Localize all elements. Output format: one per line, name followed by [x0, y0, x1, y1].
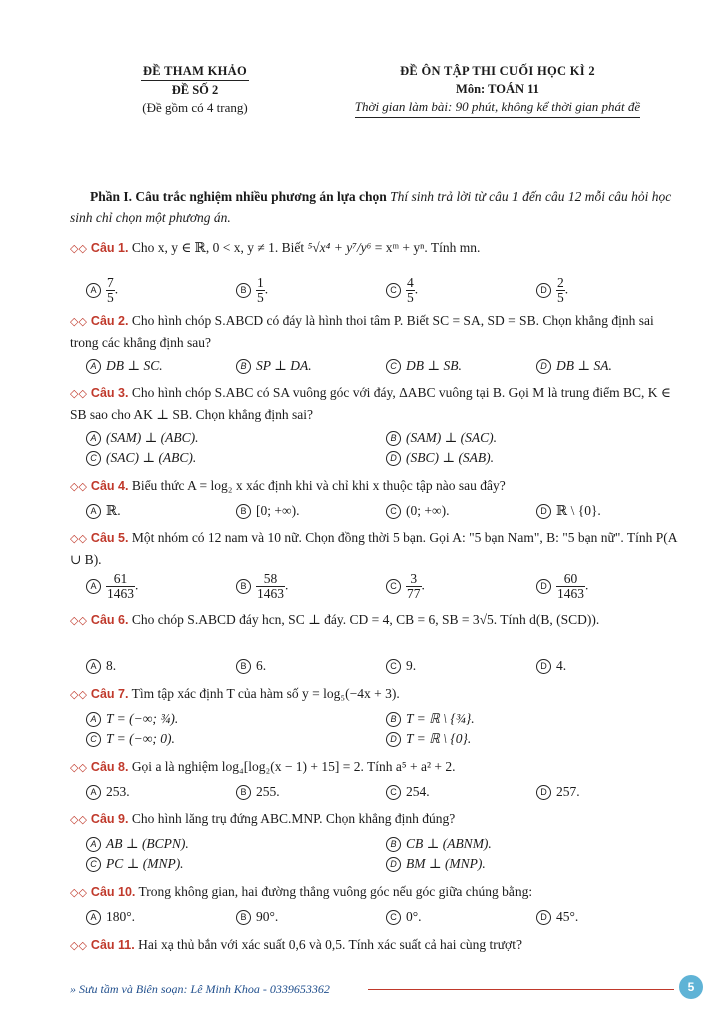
diamond-arrows-icon: ◇◇ [70, 886, 87, 899]
option-letter: D [536, 579, 551, 594]
option-text: T = (−∞; 0). [106, 731, 175, 746]
exam-time: Thời gian làm bài: 90 phút, không kể thời gian phát đề [355, 98, 640, 118]
question-text: Cho x, y ∈ ℝ, 0 < x, y ≠ 1. Biết [131, 240, 308, 255]
option-b[interactable] [386, 835, 492, 853]
option-text: [0; +∞). [256, 503, 300, 518]
option-fraction: $\frac{61}{1463}$ [107, 571, 134, 601]
question-text: Hai xạ thủ bắn với xác suất 0,6 và 0,5. Tính xác suất cả hai cùng trượt? [138, 937, 522, 952]
exam-subject: Môn: TOÁN 11 [456, 82, 539, 96]
option-letter: C [386, 579, 401, 594]
option-letter: C [386, 910, 401, 925]
option-letter: D [536, 785, 551, 800]
option-text: 257. [556, 784, 580, 799]
option-letter: B [386, 431, 401, 446]
section-instruction: Thí sinh trả lời từ câu 1 đến câu 12 mỗi câu hỏi học sinh chỉ chọn một phương án. [70, 189, 672, 225]
exam-type: ĐỀ THAM KHẢO [141, 62, 249, 81]
option-text: PC ⊥ (MNP). [106, 856, 184, 871]
option-letter: D [536, 659, 551, 674]
option-fraction: $\frac{7}{5}$ [107, 275, 114, 305]
option-text: 4. [556, 658, 567, 673]
option-d[interactable] [536, 783, 580, 801]
option-text: DB ⊥ SA. [556, 358, 612, 373]
option-c[interactable] [386, 657, 416, 675]
option-a[interactable] [86, 783, 130, 801]
question-1 [70, 237, 680, 259]
question-text: Cho hình chóp S.ABCD có đáy là hình thoi tâm P. Biết SC = SA, SD = SB. Chọn khẳng định sai trong các khẳng định sau? [70, 313, 654, 350]
option-c[interactable]: C $\frac{4}{5}$ . [386, 276, 418, 305]
option-letter: B [236, 910, 251, 925]
option-c[interactable]: C $\frac{3}{77}$ . [386, 572, 425, 601]
question-text: Cho chóp S.ABCD đáy hcn, SC ⊥ đáy. CD = 4, CB = 6, SB = 3√5. Tính d(B, (SCD)). [131, 612, 600, 627]
question-text: Tìm tập xác định T của hàm số y = log₅(−4x + 3). [131, 686, 400, 701]
option-b[interactable] [386, 429, 497, 447]
option-a[interactable] [86, 908, 135, 926]
diamond-arrows-icon: ◇◇ [70, 939, 87, 952]
option-d[interactable]: D $\frac{60}{1463}$ . [536, 572, 588, 601]
option-letter: B [236, 359, 251, 374]
option-letter: A [86, 283, 101, 298]
option-c[interactable] [86, 449, 196, 467]
option-text: (SAM) ⊥ (SAC). [406, 430, 498, 445]
option-d[interactable] [386, 449, 494, 467]
question-8 [70, 756, 680, 778]
option-text: 8. [106, 658, 117, 673]
option-letter: B [386, 837, 401, 852]
option-text: ℝ. [106, 503, 121, 518]
option-c[interactable] [386, 502, 449, 520]
option-letter: C [386, 359, 401, 374]
option-text: CB ⊥ (ABNM). [406, 836, 492, 851]
header-right [325, 62, 670, 118]
option-a[interactable]: A $\frac{7}{5}$ . [86, 276, 118, 305]
option-a[interactable] [86, 502, 121, 520]
option-b[interactable] [236, 657, 266, 675]
option-text: 45°. [556, 909, 579, 924]
question-label: Câu 7. [90, 687, 129, 701]
option-a[interactable] [86, 357, 163, 375]
option-letter: C [86, 857, 101, 872]
option-fraction: $\frac{4}{5}$ [407, 275, 414, 305]
option-letter: B [236, 785, 251, 800]
option-fraction: $\frac{1}{5}$ [257, 275, 264, 305]
question-9 [70, 808, 680, 830]
question-text: Cho hình lăng trụ đứng ABC.MNP. Chọn khẳng định đúng? [131, 811, 456, 826]
section-title: Phần I. Câu trắc nghiệm nhiều phương án lựa chọn [90, 189, 387, 204]
question-2 [70, 310, 680, 353]
option-text: (SAM) ⊥ (ABC). [106, 430, 199, 445]
option-c[interactable] [386, 783, 430, 801]
option-letter: A [86, 712, 101, 727]
option-d[interactable] [386, 730, 471, 748]
diamond-arrows-icon: ◇◇ [70, 813, 87, 826]
question-5 [70, 527, 680, 570]
option-letter: C [386, 785, 401, 800]
option-d[interactable] [536, 357, 612, 375]
option-text: (SAC) ⊥ (ABC). [106, 450, 197, 465]
question-text: Một nhóm có 12 nam và 10 nữ. Chọn đồng thời 5 bạn. Gọi A: "5 bạn Nam", B: "5 bạn nữ". Tính P(A ∪ B). [70, 530, 677, 567]
option-d[interactable] [536, 657, 566, 675]
section-intro [70, 186, 680, 228]
question-label: Câu 6. [90, 613, 129, 627]
diamond-arrows-icon: ◇◇ [70, 614, 87, 627]
option-text: T = (−∞; ¾). [106, 711, 179, 726]
question-4 [70, 475, 680, 497]
question-label: Câu 8. [90, 760, 129, 774]
option-fraction: $\frac{60}{1463}$ [557, 571, 584, 601]
header-left [120, 62, 270, 117]
question-7 [70, 683, 680, 705]
option-d[interactable] [536, 908, 578, 926]
question-text: Biểu thức A = log₂ x xác định khi và chỉ khi x thuộc tập nào sau đây? [131, 478, 506, 493]
option-letter: D [536, 910, 551, 925]
diamond-arrows-icon: ◇◇ [70, 315, 87, 328]
diamond-arrows-icon: ◇◇ [70, 761, 87, 774]
footer-credit: » Sưu tầm và Biên soạn: Lê Minh Khoa - 0339653362 [70, 982, 330, 996]
option-text: AB ⊥ (BCPN). [106, 836, 189, 851]
option-b[interactable] [236, 908, 278, 926]
diamond-arrows-icon: ◇◇ [70, 532, 87, 545]
option-letter: D [536, 504, 551, 519]
option-c[interactable] [386, 357, 462, 375]
option-d[interactable] [536, 502, 601, 520]
option-text: 253. [106, 784, 130, 799]
option-text: 254. [406, 784, 430, 799]
option-a[interactable] [86, 657, 116, 675]
option-a[interactable] [86, 429, 199, 447]
option-d[interactable] [386, 855, 486, 873]
option-text: (SBC) ⊥ (SAB). [406, 450, 495, 465]
question-text: Trong không gian, hai đường thẳng vuông góc nếu góc giữa chúng bằng: [138, 884, 533, 899]
option-text: 6. [256, 658, 267, 673]
option-letter: B [236, 283, 251, 298]
option-fraction: $\frac{3}{77}$ [407, 571, 421, 601]
question-text: Cho hình chóp S.ABC có SA vuông góc với đáy, ΔABC vuông tại B. Gọi M là trung điểm BC, K ∈ SB sao cho AK ⊥ SB. Chọn khẳng định sai? [70, 385, 671, 422]
option-text: BM ⊥ (MNP). [406, 856, 486, 871]
option-b[interactable] [236, 502, 299, 520]
question-label: Câu 3. [90, 386, 129, 400]
option-letter: C [86, 451, 101, 466]
option-text: (0; +∞). [406, 503, 450, 518]
question-label: Câu 2. [90, 314, 129, 328]
footer-divider [368, 989, 674, 990]
option-letter: D [536, 283, 551, 298]
option-letter: B [386, 712, 401, 727]
question-label: Câu 4. [90, 479, 129, 493]
option-b[interactable]: B $\frac{1}{5}$ . [236, 276, 268, 305]
option-letter: A [86, 359, 101, 374]
exam-title: ĐỀ ÔN TẬP THI CUỐI HỌC KÌ 2 [400, 64, 595, 78]
option-letter: C [86, 732, 101, 747]
diamond-arrows-icon: ◇◇ [70, 242, 87, 255]
option-letter: C [386, 504, 401, 519]
option-text: DB ⊥ SC. [106, 358, 163, 373]
option-text: 0°. [406, 909, 422, 924]
question-formula: ⁵√x⁴ + y⁷/y⁶ [307, 240, 372, 255]
option-b[interactable] [236, 783, 280, 801]
option-b[interactable]: B $\frac{58}{1463}$ . [236, 572, 288, 601]
option-letter: A [86, 910, 101, 925]
question-6 [70, 609, 680, 631]
page-count-note: (Đề gồm có 4 trang) [142, 100, 248, 115]
question-label: Câu 1. [90, 241, 129, 255]
diamond-arrows-icon: ◇◇ [70, 480, 87, 493]
exam-number: ĐỀ SỐ 2 [171, 83, 219, 97]
diamond-arrows-icon: ◇◇ [70, 688, 87, 701]
question-label: Câu 9. [90, 812, 129, 826]
option-fraction: $\frac{2}{5}$ [557, 275, 564, 305]
option-text: SP ⊥ DA. [256, 358, 312, 373]
option-letter: B [236, 659, 251, 674]
option-letter: D [386, 857, 401, 872]
question-label: Câu 11. [90, 938, 135, 952]
option-text: T = ℝ \ {¾}. [406, 711, 475, 726]
option-letter: A [86, 504, 101, 519]
question-label: Câu 5. [90, 531, 129, 545]
option-text: T = ℝ \ {0}. [406, 731, 472, 746]
option-letter: D [536, 359, 551, 374]
option-d[interactable]: D $\frac{2}{5}$ . [536, 276, 568, 305]
option-a[interactable]: A $\frac{61}{1463}$ . [86, 572, 138, 601]
option-letter: A [86, 785, 101, 800]
option-b[interactable] [386, 710, 475, 728]
option-letter: A [86, 837, 101, 852]
question-10 [70, 881, 680, 903]
option-letter: A [86, 579, 101, 594]
option-a[interactable] [86, 710, 178, 728]
option-c[interactable] [86, 730, 175, 748]
question-text: Gọi a là nghiệm log₄[log₂(x − 1) + 15] = 2. Tính a⁵ + a² + 2. [131, 759, 456, 774]
option-text: 9. [406, 658, 417, 673]
option-letter: C [386, 659, 401, 674]
option-text: 90°. [256, 909, 279, 924]
option-letter: A [86, 659, 101, 674]
page-number: 5 [679, 975, 703, 999]
option-fraction: $\frac{58}{1463}$ [257, 571, 284, 601]
option-text: DB ⊥ SB. [406, 358, 462, 373]
option-letter: D [386, 451, 401, 466]
question-3 [70, 382, 680, 425]
option-letter: A [86, 431, 101, 446]
option-text: 180°. [106, 909, 136, 924]
option-text: ℝ \ {0}. [556, 503, 601, 518]
option-letter: D [386, 732, 401, 747]
option-letter: C [386, 283, 401, 298]
question-11 [70, 934, 680, 956]
option-letter: B [236, 579, 251, 594]
option-b[interactable] [236, 357, 312, 375]
question-label: Câu 10. [90, 885, 136, 899]
option-c[interactable] [86, 855, 184, 873]
option-c[interactable] [386, 908, 422, 926]
question-text-end: = xᵐ + yⁿ. Tính mn. [371, 240, 481, 255]
option-a[interactable] [86, 835, 189, 853]
option-letter: B [236, 504, 251, 519]
diamond-arrows-icon: ◇◇ [70, 387, 87, 400]
option-text: 255. [256, 784, 280, 799]
